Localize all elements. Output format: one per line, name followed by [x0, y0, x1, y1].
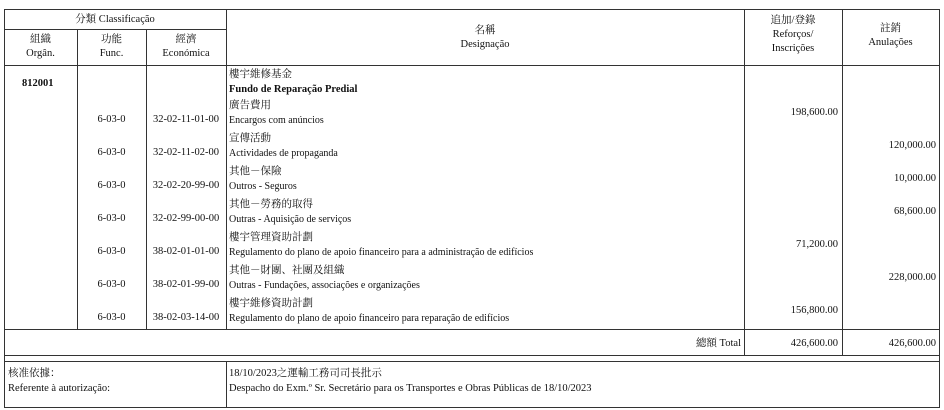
designation-header-zh: 名稱 — [474, 25, 496, 36]
row-func-code: 6-03-0 — [97, 246, 126, 257]
func-header-zh: 功能 — [101, 34, 122, 45]
total-reinforce: 426,600.00 — [790, 338, 838, 349]
row-func-code: 6-03-0 — [97, 147, 126, 158]
cancel-header-zh: 註銷 — [880, 23, 901, 34]
fund-name-pt: Fundo de Reparação Predial — [229, 84, 358, 95]
authorization-text-zh: 18/10/2023之運輸工務司司長批示 — [229, 368, 382, 379]
row-designation-pt: Encargos com anúncios — [229, 115, 324, 126]
row-designation-pt: Outras - Aquisição de serviços — [229, 214, 352, 225]
row-designation-zh: 其他－財團、社團及組織 — [229, 265, 345, 276]
authorization-label-zh: 核准依據： — [8, 368, 61, 379]
total-bottom-line — [4, 355, 940, 356]
row-designation-zh: 其他－保險 — [229, 166, 282, 177]
total-cancel: 426,600.00 — [888, 338, 936, 349]
row-econ-code: 32-02-11-01-00 — [152, 114, 220, 125]
designation-header-pt: Designação — [460, 39, 510, 50]
fund-name-zh: 樓宇維修基金 — [229, 69, 292, 80]
organ-header-pt: Orgân. — [26, 48, 55, 59]
row-cancel-amount: 120,000.00 — [888, 140, 936, 151]
col-divider-footer — [226, 361, 227, 407]
authorization-text-pt: Despacho do Exm.º Sr. Secretário para os Transportes e Obras Públicas de 18/10/2023 — [229, 383, 592, 394]
reinforce-header-pt2: Inscrições — [771, 43, 815, 54]
row-econ-code: 32-02-99-00-00 — [152, 213, 220, 224]
row-econ-code: 38-02-03-14-00 — [152, 312, 220, 323]
row-designation-pt: Regulamento do plano de apoio financeiro para a administração de edifícios — [229, 247, 534, 258]
row-designation-pt: Outras - Fundações, associações e organizações — [229, 280, 420, 291]
header-divider — [4, 65, 940, 66]
body-bottom-line — [4, 329, 940, 330]
row-econ-code: 38-02-01-01-00 — [152, 246, 220, 257]
reinforce-header-zh: 追加/登錄 — [770, 15, 816, 26]
row-econ-code: 32-02-11-02-00 — [152, 147, 220, 158]
row-reinforce-amount: 71,200.00 — [796, 239, 838, 250]
row-reinforce-amount: 156,800.00 — [790, 305, 838, 316]
row-cancel-amount: 228,000.00 — [888, 272, 936, 283]
reinforce-header-pt1: Reforços/ — [772, 29, 814, 40]
row-func-code: 6-03-0 — [97, 213, 126, 224]
total-label: 總額 Total — [695, 338, 741, 349]
row-econ-code: 38-02-01-99-00 — [152, 279, 220, 290]
row-designation-zh: 樓宇管理資助計劃 — [229, 232, 313, 243]
econ-header-pt: Económica — [162, 48, 210, 59]
budget-table — [4, 9, 940, 408]
row-econ-code: 32-02-20-99-00 — [152, 180, 220, 191]
col-divider-designation — [744, 9, 745, 355]
row-designation-zh: 樓宇維修資助計劃 — [229, 298, 313, 309]
row-func-code: 6-03-0 — [97, 114, 126, 125]
row-designation-pt: Regulamento do plano de apoio financeiro para reparação de edifícios — [229, 313, 510, 324]
organ-code: 812001 — [22, 78, 54, 89]
col-divider-econ — [226, 9, 227, 329]
row-designation-pt: Actividades de propaganda — [229, 148, 338, 159]
row-func-code: 6-03-0 — [97, 312, 126, 323]
row-designation-pt: Outros - Seguros — [229, 181, 297, 192]
row-cancel-amount: 68,600.00 — [894, 206, 936, 217]
table-border-top — [4, 9, 940, 10]
cancel-header-pt: Anulações — [868, 37, 913, 48]
econ-header-zh: 經濟 — [175, 34, 197, 45]
organ-header-zh: 組織 — [30, 34, 51, 45]
row-cancel-amount: 10,000.00 — [894, 173, 936, 184]
row-designation-zh: 宣傳活動 — [229, 133, 271, 144]
row-designation-zh: 廣告費用 — [229, 100, 271, 111]
row-reinforce-amount: 198,600.00 — [790, 107, 838, 118]
footer-top-line — [4, 361, 940, 362]
classification-divider — [4, 29, 226, 30]
row-func-code: 6-03-0 — [97, 279, 126, 290]
classification-header: 分類 Classificação — [75, 14, 155, 25]
row-func-code: 6-03-0 — [97, 180, 126, 191]
row-designation-zh: 其他－勞務的取得 — [229, 199, 313, 210]
table-border-left — [4, 9, 5, 408]
table-border-bottom — [4, 407, 940, 408]
func-header-pt: Func. — [99, 48, 124, 59]
table-border-right — [939, 9, 940, 408]
authorization-label-pt: Referente à autorização: — [8, 383, 111, 394]
